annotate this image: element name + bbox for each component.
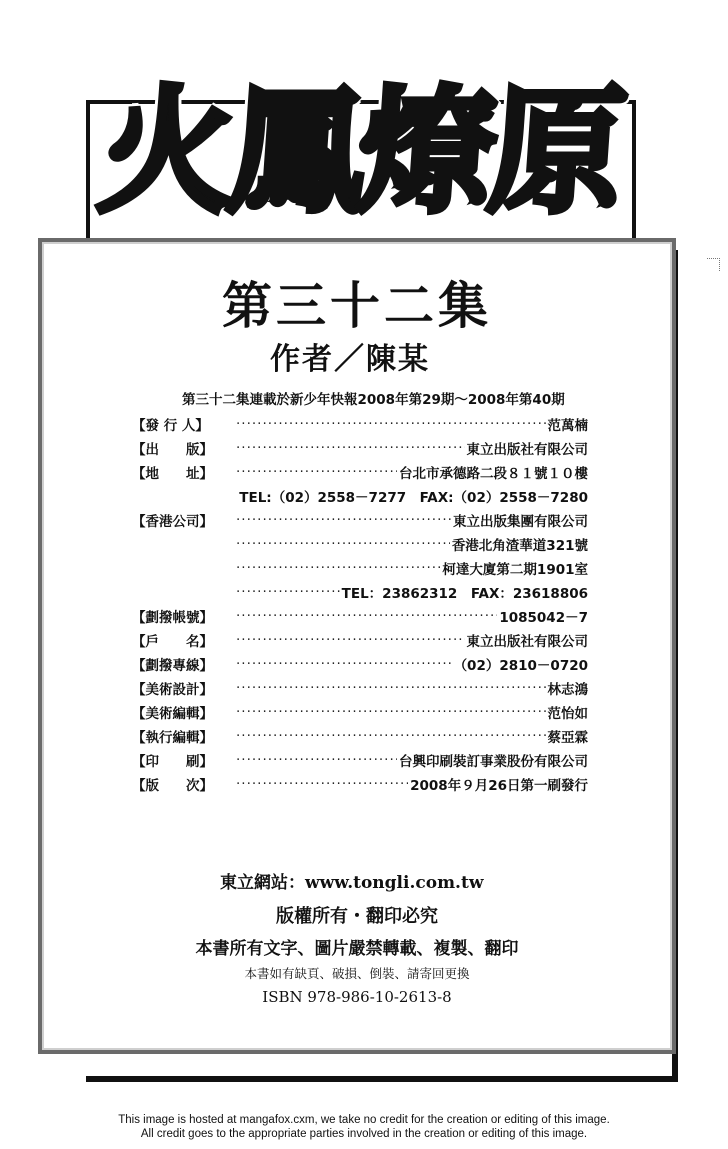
colophon-row [132, 460, 588, 484]
colophon-table [132, 412, 588, 796]
row-value: 台北市承德路二段８１號１０樓 [399, 466, 588, 482]
colophon-row [132, 508, 588, 532]
leader-dots [236, 512, 451, 528]
leader-dots [236, 584, 340, 600]
row-value: （02）2810－0720 [453, 658, 588, 674]
series-title-logo [93, 40, 625, 240]
leader-dots [236, 656, 452, 672]
colophon-row [132, 532, 588, 556]
row-label: 【劃撥帳號】 [132, 610, 213, 626]
isbn-number: ISBN 978-986-10-2613-8 [262, 988, 452, 1006]
row-label: 【香港公司】 [132, 514, 213, 530]
colophon-row [132, 676, 588, 700]
leader-dots [236, 632, 465, 648]
row-value: 東立出版社有限公司 [466, 442, 588, 458]
colophon-row [132, 604, 588, 628]
leader-dots [236, 704, 546, 720]
row-label: 【美術設計】 [132, 682, 213, 698]
leader-dots [236, 440, 465, 456]
taipei-contact-line: TEL:（02）2558－7277 FAX:（02）2558－7280 [239, 490, 588, 506]
colophon-row [132, 436, 588, 460]
colophon-row [132, 556, 588, 580]
leader-dots [236, 776, 408, 792]
row-value: 蔡亞霖 [547, 730, 588, 746]
row-label: 【出 版】 [132, 442, 213, 458]
hosting-footer [0, 1113, 728, 1141]
row-label: 【發 行 人】 [132, 418, 209, 434]
publisher-website: 東立網站：www.tongli.com.tw [220, 873, 484, 893]
reproduction-notice: 本書所有文字、圖片嚴禁轉載、複製、翻印 [195, 939, 519, 959]
author-line: 作者／陳某 [270, 342, 430, 377]
row-value: TEL：23862312 FAX：23618806 [341, 586, 588, 602]
footer-line-2: All credit goes to the appropriate parties involved in the creation or editing of this image. [140, 1128, 588, 1140]
colophon-row [132, 412, 588, 436]
row-value: 香港北角渣華道321號 [451, 538, 588, 554]
leader-dots [236, 608, 497, 624]
row-value: 1085042－7 [499, 610, 588, 626]
leader-dots [236, 728, 546, 744]
row-value: 林志鴻 [547, 682, 588, 698]
row-label: 【劃撥專線】 [132, 658, 213, 674]
footer-line-1: This image is hosted at mangafox.cxm, we take no credit for the creation or editing of this image. [118, 1114, 610, 1126]
leader-dots [236, 416, 546, 432]
colophon-row [132, 772, 588, 796]
colophon-row [132, 748, 588, 772]
row-label: 【美術編輯】 [132, 706, 213, 722]
defect-return-notice: 本書如有缺頁、破損、倒裝、請寄回更換 [244, 966, 470, 981]
colophon-panel [38, 238, 676, 1054]
row-value: 柯達大廈第二期1901室 [442, 562, 588, 578]
volume-title: 第三十二集 [222, 276, 492, 335]
copyright-notice: 版權所有・翻印必究 [276, 906, 438, 927]
leader-dots [236, 464, 397, 480]
series-title: 火鳳燎原 [93, 74, 625, 232]
leader-dots [236, 680, 546, 696]
row-label: 【執行編輯】 [132, 730, 213, 746]
row-label: 【印 刷】 [132, 754, 213, 770]
serialization-note: 第三十二集連載於新少年快報2008年第29期～2008年第40期 [182, 392, 565, 408]
colophon-row [132, 700, 588, 724]
corner-mark [707, 258, 720, 271]
row-value: 范怡如 [547, 706, 588, 722]
colophon-row [132, 652, 588, 676]
row-label: 【版 次】 [132, 778, 213, 794]
leader-dots [236, 752, 397, 768]
leader-dots [236, 560, 440, 576]
row-value: 東立出版社有限公司 [466, 634, 588, 650]
colophon-row [132, 628, 588, 652]
row-label: 【地 址】 [132, 466, 213, 482]
row-value: 2008年９月26日第一刷發行 [410, 778, 588, 794]
row-value: 台興印刷裝訂事業股份有限公司 [399, 754, 588, 770]
row-value: 東立出版集團有限公司 [453, 514, 588, 530]
row-label: 【戶 名】 [132, 634, 213, 650]
colophon-row [132, 724, 588, 748]
colophon-row [132, 580, 588, 604]
leader-dots [236, 536, 450, 552]
row-value: 范萬楠 [547, 418, 588, 434]
